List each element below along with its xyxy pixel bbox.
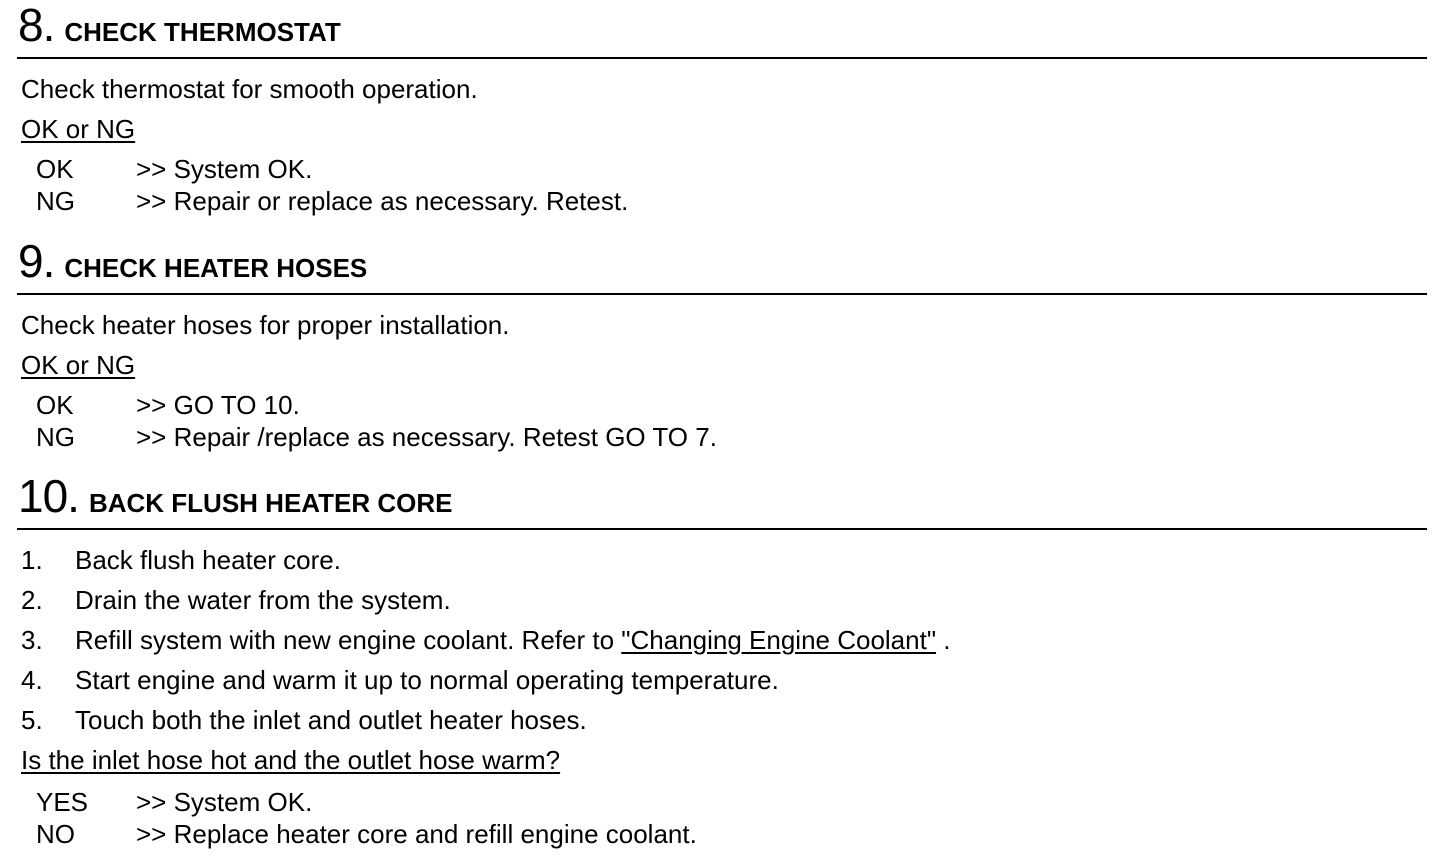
step-8-header (18, 2, 341, 52)
step-9-title: CHECK HEATER HOSES (64, 253, 368, 283)
step-9-instruction: Check heater hoses for proper installation. (21, 310, 510, 340)
step-10-item-3-text: Refill system with new engine coolant. Refer to (75, 625, 622, 655)
step-10-item-2-text: Drain the water from the system. (75, 585, 451, 615)
step-8-result-ng-label: NG (36, 186, 75, 216)
step-10-header (18, 470, 453, 523)
step-10-item-4-text: Start engine and warm it up to normal operating temperature. (75, 665, 779, 695)
changing-engine-coolant-link[interactable]: "Changing Engine Coolant" (621, 625, 937, 655)
step-10-item-4-number: 4. (21, 665, 43, 695)
step-9-result-ok-label: OK (36, 390, 74, 420)
step-10-item-5-number: 5. (21, 705, 43, 735)
step-10-result-yes-action: >> System OK. (136, 787, 313, 817)
step-9-result-ng-action: >> Repair /replace as necessary. Retest GO TO 7. (136, 422, 717, 452)
step-10-question: Is the inlet hose hot and the outlet hose warm? (21, 745, 561, 775)
step-10-result-no-label: NO (36, 819, 75, 849)
step-10-item-2-number: 2. (21, 585, 43, 615)
step-8-result-ok-label: OK (36, 154, 74, 184)
step-10-item-3 (75, 624, 951, 656)
step-8-instruction: Check thermostat for smooth operation. (21, 74, 478, 104)
step-10-result-yes-label: YES (36, 787, 89, 817)
step-9-question: OK or NG (21, 350, 136, 380)
step-8-result-ok-action: >> System OK. (136, 154, 313, 184)
step-10-number: 10. (18, 470, 79, 522)
step-9-divider (17, 293, 1427, 295)
step-10-divider (17, 528, 1427, 530)
step-8-title: CHECK THERMOSTAT (64, 17, 341, 47)
step-10-item-3-number: 3. (21, 625, 43, 655)
step-8-divider (17, 57, 1427, 59)
step-9-result-ng-label: NG (36, 422, 75, 452)
step-9-number: 9. (18, 235, 55, 287)
step-10-item-5-text: Touch both the inlet and outlet heater hoses. (75, 705, 587, 735)
step-8-question: OK or NG (21, 114, 136, 144)
step-10-result-no-action: >> Replace heater core and refill engine coolant. (136, 819, 697, 849)
step-10-title: BACK FLUSH HEATER CORE (88, 488, 453, 518)
step-10-item-3-after: . (936, 625, 951, 655)
step-9-result-ok-action: >> GO TO 10. (136, 390, 300, 420)
step-10-item-1-text: Back flush heater core. (75, 545, 341, 575)
step-9-header (18, 235, 368, 288)
step-8-result-ng-action: >> Repair or replace as necessary. Retest. (136, 186, 629, 216)
step-10-item-1-number: 1. (21, 545, 43, 575)
step-8-number: 8. (18, 0, 55, 51)
